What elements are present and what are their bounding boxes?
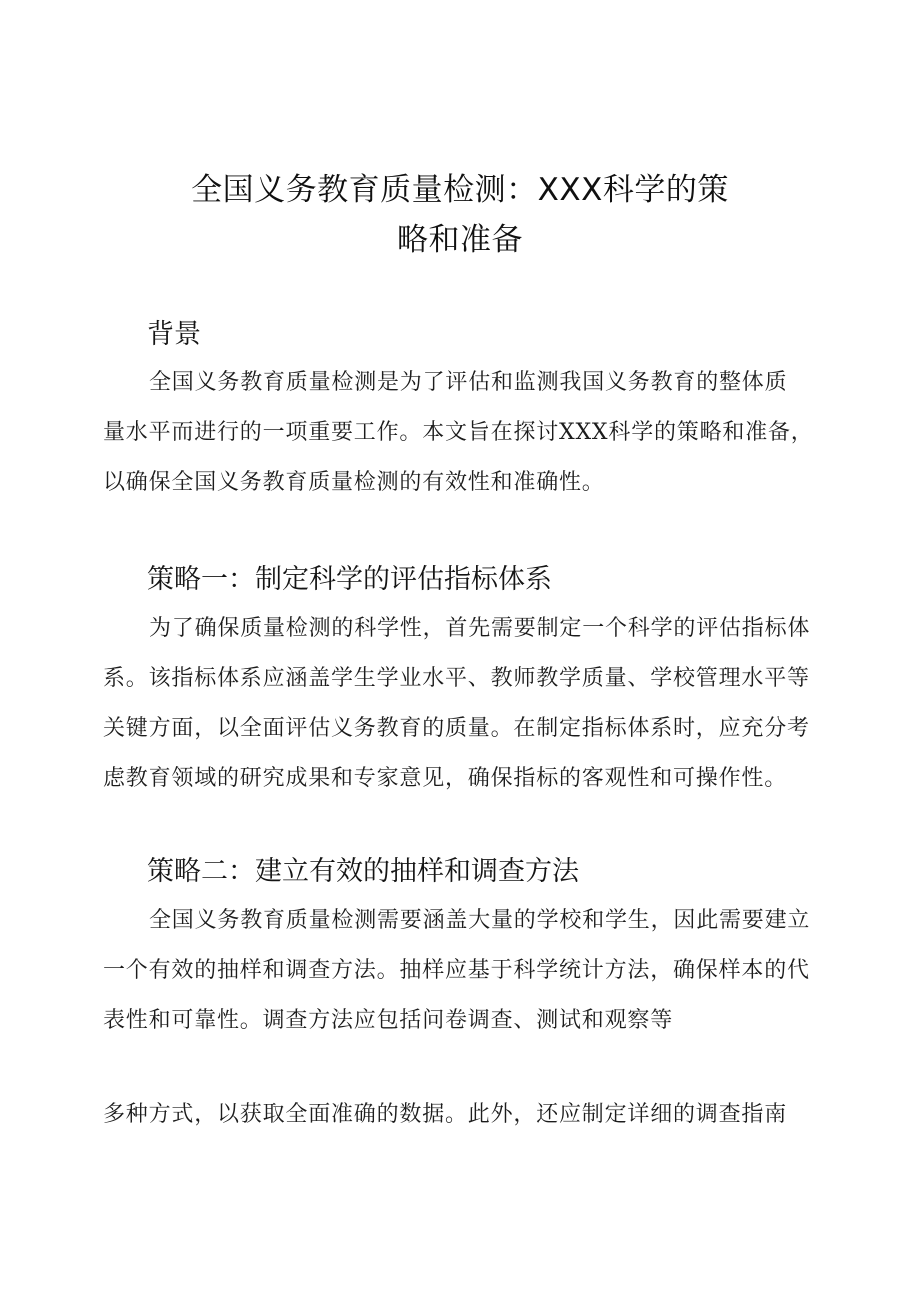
- section-heading-strategy-one: 策略一：制定科学的评估指标体系: [147, 564, 552, 595]
- paragraph-line: 为了确保质量检测的科学性，首先需要制定一个科学的评估指标体: [149, 616, 811, 641]
- section-body-strategy-two: [103, 896, 823, 1046]
- section-body-strategy-one: [103, 604, 823, 804]
- paragraph-line: 虑教育领域的研究成果和专家意见，确保指标的客观性和可操作性。: [103, 766, 788, 791]
- paragraph-line: 表性和可靠性。调查方法应包括问卷调查、测试和观察等: [103, 1008, 674, 1033]
- trailing-paragraph: [103, 1090, 823, 1140]
- section-heading-strategy-two: 策略二：建立有效的抽样和调查方法: [147, 856, 579, 887]
- paragraph-line: 多种方式，以获取全面准确的数据。此外，还应制定详细的调查指南: [103, 1102, 788, 1127]
- paragraph-line: 一个有效的抽样和调查方法。抽样应基于科学统计方法，确保样本的代: [103, 958, 810, 983]
- paragraph-line: 系。该指标体系应涵盖学生学业水平、教师教学质量、学校管理水平等: [103, 666, 810, 691]
- document-title-line-1: 全国义务教育质量检测：XXX科学的策: [191, 172, 729, 208]
- document-title-line-2: 略和准备: [397, 222, 523, 258]
- section-heading-background: 背景: [147, 319, 201, 350]
- paragraph-line: 以确保全国义务教育质量检测的有效性和准确性。: [103, 470, 605, 495]
- paragraph-line: 量水平而进行的一项重要工作。本文旨在探讨XXX科学的策略和准备，: [103, 420, 814, 445]
- paragraph-line: 全国义务教育质量检测需要涵盖大量的学校和学生，因此需要建立: [149, 908, 811, 933]
- paragraph-line: 全国义务教育质量检测是为了评估和监测我国义务教育的整体质: [149, 370, 788, 395]
- section-body-background: [103, 358, 823, 508]
- paragraph-line: 关键方面，以全面评估义务教育的质量。在制定指标体系时，应充分考: [103, 716, 810, 741]
